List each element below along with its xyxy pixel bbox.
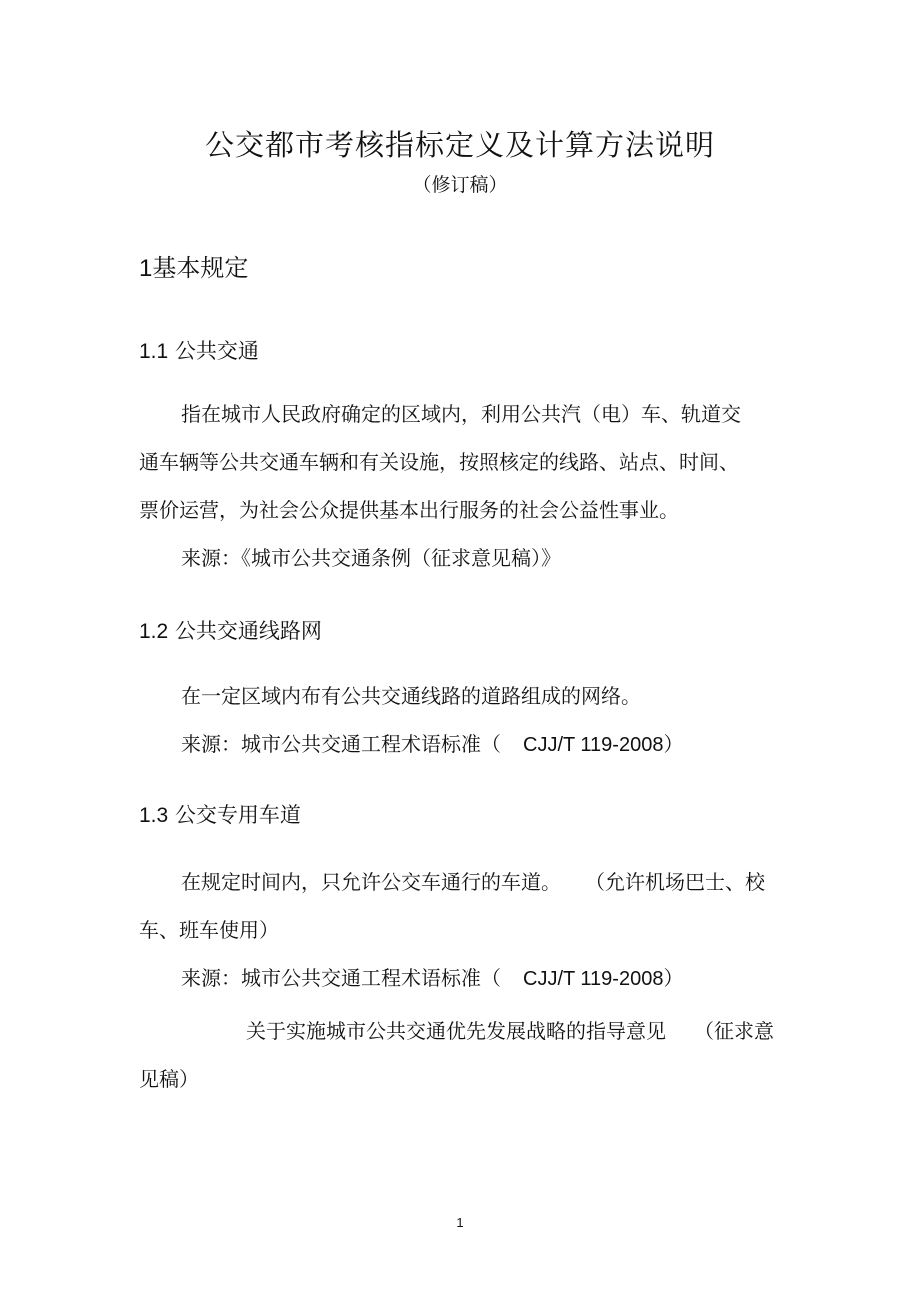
section-1-2-title: 公共交通线路网 (174, 619, 322, 643)
source-suffix: ） (663, 732, 684, 756)
paragraph-note: （允许机场巴士、校 (585, 870, 765, 894)
source-prefix: 来源：城市公共交通工程术语标准（ (181, 732, 501, 756)
paragraph-line: 指在城市人民政府确定的区域内，利用公共汽（电）车、轨道交 (181, 402, 741, 426)
source-suffix: ） (663, 966, 684, 990)
source-line (181, 964, 683, 993)
source-line: 来源：《城市公共交通条例（征求意见稿）》 (181, 546, 561, 570)
paragraph-line (181, 868, 765, 896)
page-number: 1 (456, 1215, 464, 1230)
paragraph-line: 在一定区域内布有公共交通线路的道路组成的网络。 (181, 684, 641, 708)
section-1-1-heading (139, 336, 259, 367)
paragraph-text: 在规定时间内，只允许公交车通行的车道。 (181, 870, 561, 894)
reference-line-continued: 见稿） (139, 1067, 199, 1091)
section-1-2-heading (139, 616, 322, 647)
reference-title: 关于实施城市公共交通优先发展战略的指导意见 (246, 1019, 666, 1043)
standard-code: CJJ/T 119-2008 (523, 968, 664, 990)
document-title: 公交都市考核指标定义及计算方法说明 (204, 128, 715, 162)
paragraph-line: 通车辆等公共交通车辆和有关设施，按照核定的线路、站点、时间、 (139, 450, 739, 474)
section-1-2-number: 1.2 (139, 620, 169, 643)
reference-note: （征求意 (694, 1019, 774, 1043)
source-prefix: 来源：城市公共交通工程术语标准（ (181, 966, 501, 990)
section-1-title: 基本规定 (152, 254, 249, 282)
section-1-number: 1 (139, 255, 153, 282)
standard-code: CJJ/T 119-2008 (523, 734, 664, 756)
paragraph-line: 票价运营，为社会公众提供基本出行服务的社会公益性事业。 (139, 498, 679, 522)
section-1-3-heading (139, 800, 301, 831)
section-1-1-title: 公共交通 (174, 339, 259, 363)
paragraph-line: 车、班车使用） (139, 918, 279, 942)
document-subtitle: （修订稿） (412, 174, 508, 196)
reference-line (246, 1017, 774, 1045)
section-1-1-number: 1.1 (139, 340, 169, 363)
section-1-3-number: 1.3 (139, 804, 169, 827)
section-1-3-title: 公交专用车道 (174, 803, 301, 827)
source-line (181, 730, 683, 759)
section-1-heading (139, 252, 248, 285)
